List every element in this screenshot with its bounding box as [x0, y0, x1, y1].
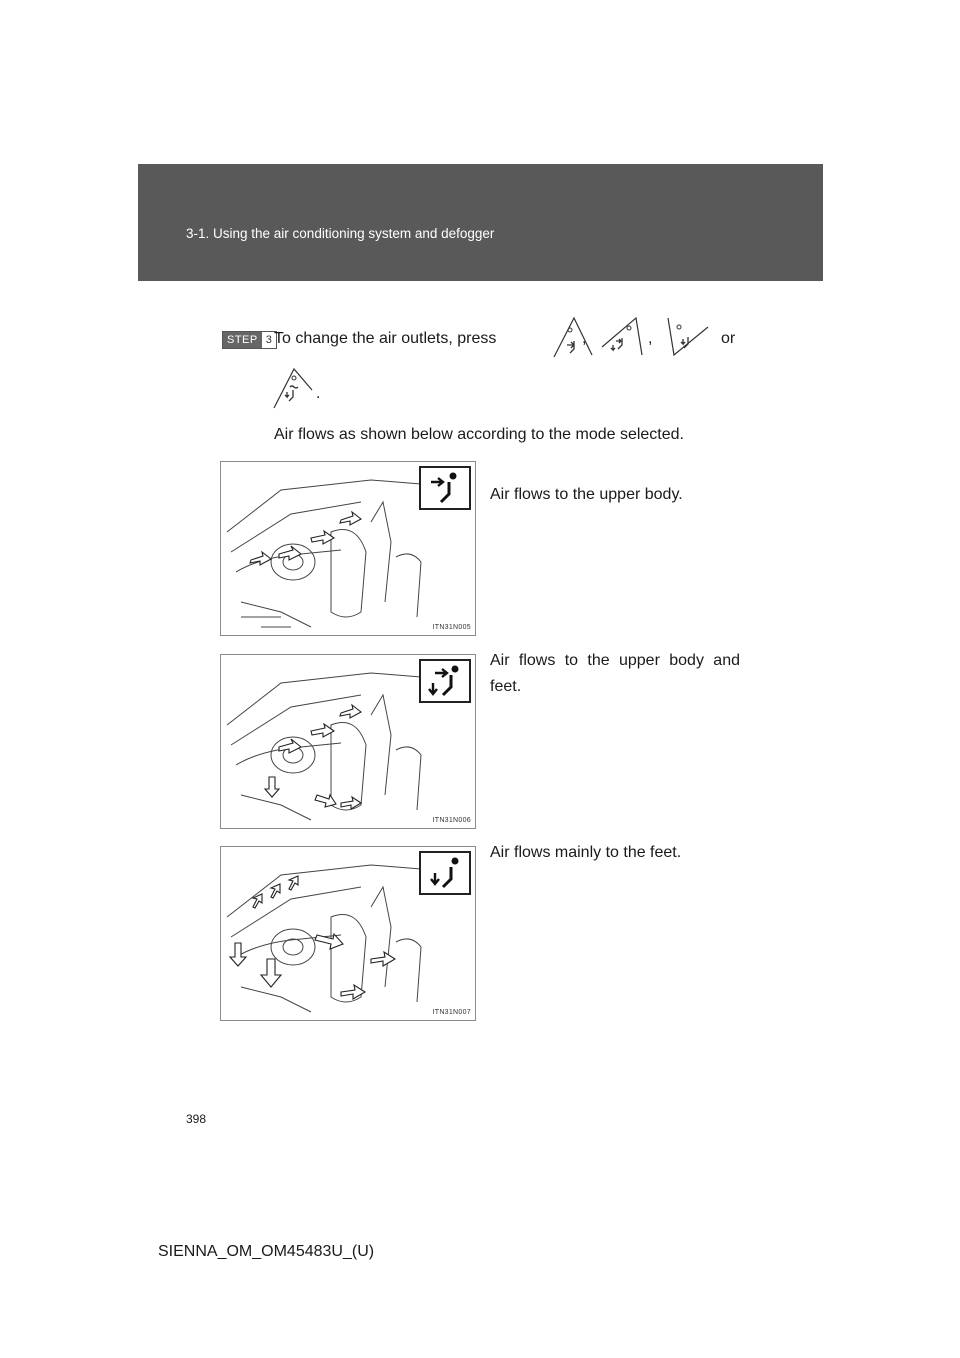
feet-airflow-icon [419, 851, 471, 895]
step-text: To change the air outlets, press [274, 330, 497, 347]
or-word: or [721, 330, 736, 347]
document-code: SIENNA_OM_OM45483U_(U) [158, 1243, 375, 1260]
step-badge [222, 331, 277, 349]
feet-mode-icon [666, 315, 710, 359]
step-period: . [316, 385, 321, 402]
mode-description-face: Air flows to the upper body. [490, 486, 683, 503]
mode-description-bilevel: Air flows to the upper body and feet. [490, 652, 740, 695]
figure-code: ITN31N005 [432, 624, 471, 631]
page-number: 398 [186, 1112, 207, 1126]
figure-code: ITN31N006 [432, 817, 471, 824]
airflow-figure-bilevel [220, 654, 476, 829]
airflow-figure-feet [220, 846, 476, 1021]
face-feet-airflow-icon [419, 659, 471, 703]
airflow-figure-face [220, 461, 476, 636]
mode-description-feet: Air flows mainly to the feet. [490, 844, 682, 861]
face-airflow-icon [419, 466, 471, 510]
step-instruction [222, 315, 742, 365]
section-header [138, 164, 823, 281]
face-mode-icon [550, 315, 594, 359]
comma-2: , [648, 330, 653, 347]
step-badge-label: STEP [223, 332, 262, 348]
bi-level-mode-icon [600, 315, 644, 359]
step-badge-number: 3 [262, 332, 276, 348]
figure-code: ITN31N007 [432, 1009, 471, 1016]
feet-defrost-mode-icon [272, 366, 316, 410]
comma-1: , [582, 330, 587, 347]
section-title: 3-1. Using the air conditioning system and defogger [186, 226, 495, 241]
intro-text: Air flows as shown below according to the mode selected. [274, 426, 684, 443]
